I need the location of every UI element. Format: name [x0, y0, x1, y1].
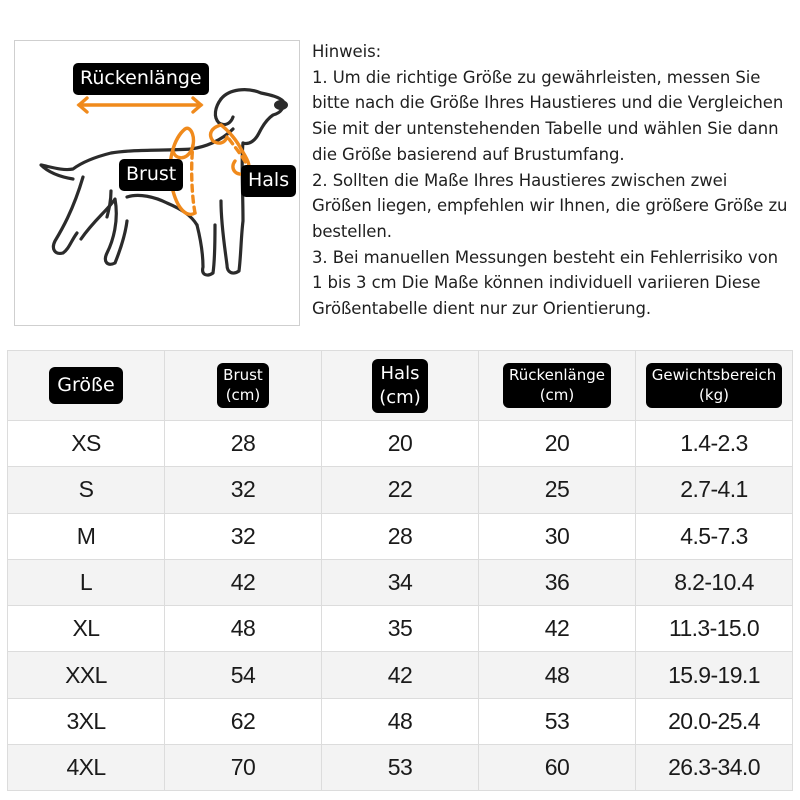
notes-title: Hinweis:: [312, 42, 382, 61]
cell-size: 4XL: [8, 745, 165, 791]
dog-measurement-figure: [14, 40, 300, 326]
cell-chest: 62: [165, 698, 322, 744]
cell-back-length: 48: [479, 652, 636, 698]
cell-neck: 48: [322, 698, 479, 744]
table-row: [8, 606, 793, 652]
cell-back-length: 42: [479, 606, 636, 652]
cell-weight: 4.5-7.3: [636, 513, 793, 559]
table-row: [8, 421, 793, 467]
back-length-label: Rückenlänge: [73, 63, 209, 95]
header-weight-range-badge: Gewichtsbereich (kg): [646, 363, 782, 408]
neck-label: Hals: [241, 165, 296, 197]
table-row: [8, 513, 793, 559]
cell-chest: 28: [165, 421, 322, 467]
header-neck-badge: Hals (cm): [372, 359, 427, 413]
cell-back-length: 30: [479, 513, 636, 559]
cell-neck: 20: [322, 421, 479, 467]
table-row: [8, 559, 793, 605]
cell-weight: 20.0-25.4: [636, 698, 793, 744]
header-back-length: [479, 351, 636, 421]
note-item-3: 3. Bei manuellen Messungen besteht ein Fehlerrisiko von 1 bis 3 cm Die Maße können individuell variieren Diese Größentabelle dient nur zur Orientierung.: [312, 247, 778, 319]
cell-back-length: 25: [479, 467, 636, 513]
header-weight-range: [636, 351, 793, 421]
cell-back-length: 36: [479, 559, 636, 605]
cell-weight: 26.3-34.0: [636, 745, 793, 791]
cell-neck: 42: [322, 652, 479, 698]
chest-label: Brust: [119, 159, 183, 191]
cell-weight: 15.9-19.1: [636, 652, 793, 698]
cell-back-length: 20: [479, 421, 636, 467]
cell-size: 3XL: [8, 698, 165, 744]
cell-size: XL: [8, 606, 165, 652]
header-chest-badge: Brust (cm): [217, 363, 269, 408]
cell-neck: 53: [322, 745, 479, 791]
cell-chest: 54: [165, 652, 322, 698]
table-row: [8, 652, 793, 698]
cell-chest: 42: [165, 559, 322, 605]
cell-back-length: 60: [479, 745, 636, 791]
cell-size: XXL: [8, 652, 165, 698]
size-table: [7, 350, 793, 791]
cell-weight: 8.2-10.4: [636, 559, 793, 605]
cell-neck: 34: [322, 559, 479, 605]
cell-chest: 48: [165, 606, 322, 652]
cell-neck: 22: [322, 467, 479, 513]
header-size-badge: Größe: [49, 367, 122, 404]
cell-weight: 1.4-2.3: [636, 421, 793, 467]
note-item-2: 2. Sollten die Maße Ihres Haustieres zwischen zwei Größen liegen, empfehlen wir Ihnen, die größere Größe zu bestellen.: [312, 170, 788, 241]
notes-panel: [312, 39, 792, 322]
cell-back-length: 53: [479, 698, 636, 744]
cell-weight: 2.7-4.1: [636, 467, 793, 513]
table-row: [8, 467, 793, 513]
cell-size: S: [8, 467, 165, 513]
cell-size: L: [8, 559, 165, 605]
cell-size: XS: [8, 421, 165, 467]
table-row: [8, 698, 793, 744]
table-row: [8, 745, 793, 791]
cell-neck: 35: [322, 606, 479, 652]
cell-weight: 11.3-15.0: [636, 606, 793, 652]
cell-chest: 32: [165, 513, 322, 559]
header-size: [8, 351, 165, 421]
cell-neck: 28: [322, 513, 479, 559]
header-chest: [165, 351, 322, 421]
header-neck: [322, 351, 479, 421]
header-back-length-badge: Rückenlänge (cm): [503, 363, 611, 408]
cell-size: M: [8, 513, 165, 559]
table-header-row: [8, 351, 793, 421]
note-item-1: 1. Um die richtige Größe zu gewährleisten, messen Sie bitte nach die Größe Ihres Haustieres und die Vergleichen Sie mit der untenstehenden Tabelle und wählen Sie dann die Größe basierend auf Brustumfang.: [312, 67, 784, 164]
dog-nose-icon: [274, 100, 288, 110]
cell-chest: 70: [165, 745, 322, 791]
cell-chest: 32: [165, 467, 322, 513]
